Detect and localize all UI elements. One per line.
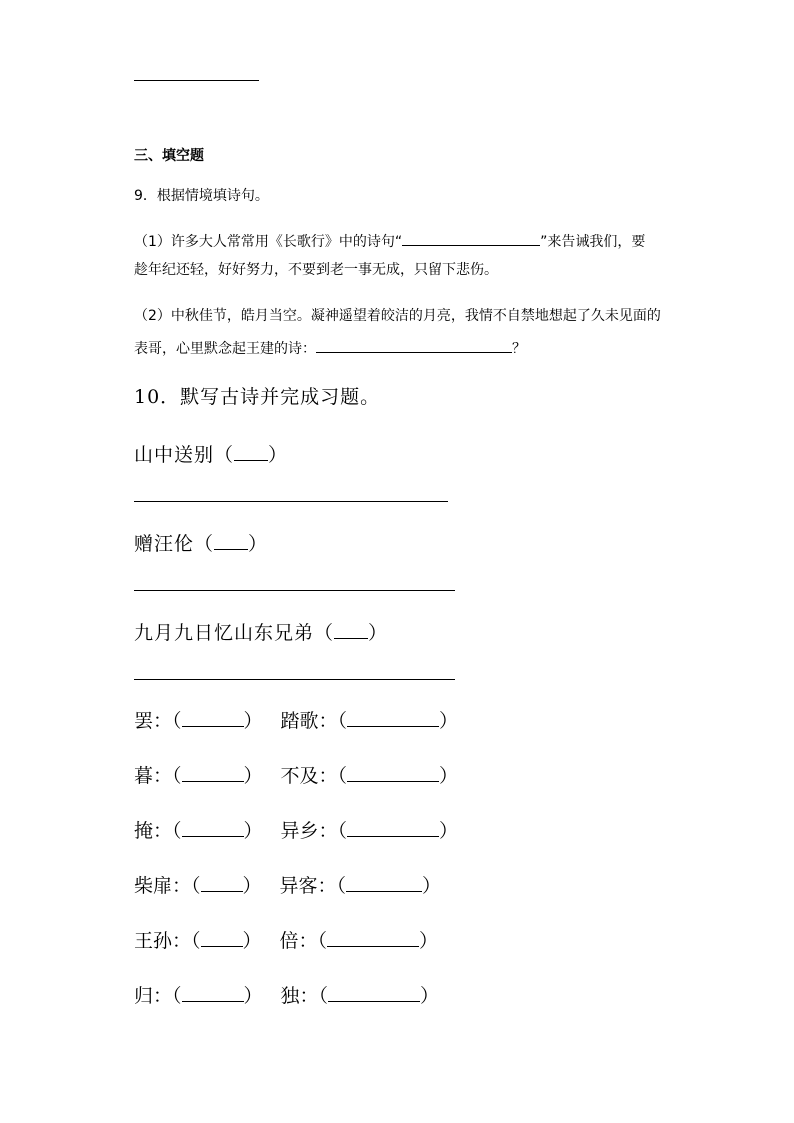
- vocab-5a-blank[interactable]: [201, 926, 243, 947]
- vocab-2b-blank[interactable]: [347, 761, 439, 782]
- section-title: 三、填空题: [134, 148, 204, 164]
- vocab-row-2: [134, 761, 458, 789]
- answer-line-top: [134, 80, 259, 81]
- vocab-5b-label: 倍：（: [279, 930, 328, 952]
- vocab-3a-label: 掩：（: [134, 820, 182, 842]
- vocab-3a-close: ）: [243, 820, 263, 842]
- poem-title-1-close: ）: [268, 444, 289, 466]
- vocab-3b-blank[interactable]: [347, 816, 439, 837]
- vocab-6a-label: 归：（: [134, 985, 182, 1007]
- vocab-5a-label: 王孙：（: [134, 930, 201, 952]
- q9-part2-blank[interactable]: [316, 337, 512, 353]
- vocab-1b-close: ）: [439, 710, 459, 732]
- vocab-4a-close: ）: [242, 875, 262, 897]
- vocab-2b-close: ）: [439, 765, 459, 787]
- poem-author-blank-2[interactable]: [214, 529, 248, 550]
- poem-title-3-text: 九月九日忆山东兄弟（: [134, 622, 335, 644]
- vocab-row-4: [134, 871, 441, 899]
- q9-part1-prefix: （1）许多大人常常用《长歌行》中的诗句“: [134, 234, 403, 250]
- q9-part1-suffix: ”来告诫我们，要: [540, 234, 646, 250]
- vocab-5a-close: ）: [242, 930, 262, 952]
- vocab-6b-close: ）: [420, 985, 440, 1007]
- vocab-row-5: [134, 926, 438, 954]
- vocab-4b-close: ）: [422, 875, 442, 897]
- vocab-1b-label: 踏歌：（: [280, 710, 348, 732]
- poem-answer-line-3[interactable]: [134, 679, 455, 680]
- vocab-5b-blank[interactable]: [327, 926, 419, 947]
- vocab-2a-blank[interactable]: [182, 761, 244, 782]
- poem-title-1: [134, 440, 288, 468]
- vocab-row-6: [134, 981, 439, 1009]
- vocab-6b-blank[interactable]: [328, 981, 420, 1002]
- q9-part1-line2: 趁年纪还轻，好好努力，不要到老一事无成，只留下悲伤。: [134, 262, 498, 278]
- vocab-2b-label: 不及：（: [280, 765, 348, 787]
- poem-title-2-close: ）: [248, 533, 269, 555]
- poem-author-blank-3[interactable]: [334, 618, 368, 639]
- vocab-4a-label: 柴扉：（: [134, 875, 201, 897]
- vocab-row-3: [134, 816, 458, 844]
- poem-answer-line-2[interactable]: [134, 590, 455, 591]
- q9-part2-suffix: ？: [512, 341, 526, 357]
- poem-title-2: [134, 529, 268, 557]
- poem-author-blank-1[interactable]: [234, 440, 268, 461]
- vocab-4a-blank[interactable]: [201, 871, 243, 892]
- poem-title-3: [134, 618, 388, 646]
- poem-answer-line-1[interactable]: [134, 501, 448, 502]
- vocab-3a-blank[interactable]: [182, 816, 244, 837]
- q9-part2-line2: [134, 337, 526, 359]
- vocab-2a-label: 暮：（: [134, 765, 182, 787]
- vocab-3b-close: ）: [439, 820, 459, 842]
- vocab-3b-label: 异乡：（: [280, 820, 348, 842]
- vocab-2a-close: ）: [243, 765, 263, 787]
- q9-part1-blank[interactable]: [402, 230, 540, 246]
- vocab-1a-label: 罢：（: [134, 710, 182, 732]
- vocab-4b-label: 异客：（: [279, 875, 347, 897]
- vocab-4b-blank[interactable]: [346, 871, 422, 892]
- poem-title-2-text: 赠汪伦（: [134, 533, 215, 555]
- poem-title-3-close: ）: [368, 622, 389, 644]
- vocab-6b-label: 独：（: [280, 985, 329, 1007]
- vocab-6a-blank[interactable]: [182, 981, 244, 1002]
- vocab-6a-close: ）: [243, 985, 263, 1007]
- poem-title-1-text: 山中送别（: [134, 444, 235, 466]
- vocab-1b-blank[interactable]: [347, 706, 439, 727]
- q9-part1-line1: [134, 230, 645, 252]
- q9-stem: 9．根据情境填诗句。: [134, 188, 269, 204]
- vocab-1a-blank[interactable]: [182, 706, 244, 727]
- q9-part2-prefix: 表哥，心里默念起王建的诗：: [134, 341, 316, 357]
- vocab-1a-close: ）: [243, 710, 263, 732]
- vocab-row-1: [134, 706, 458, 734]
- q10-stem: 10．默写古诗并完成习题。: [134, 386, 381, 408]
- vocab-5b-close: ）: [419, 930, 439, 952]
- q9-part2-line1: （2）中秋佳节，皓月当空。凝神遥望着皎洁的月亮，我情不自禁地想起了久未见面的: [134, 308, 661, 324]
